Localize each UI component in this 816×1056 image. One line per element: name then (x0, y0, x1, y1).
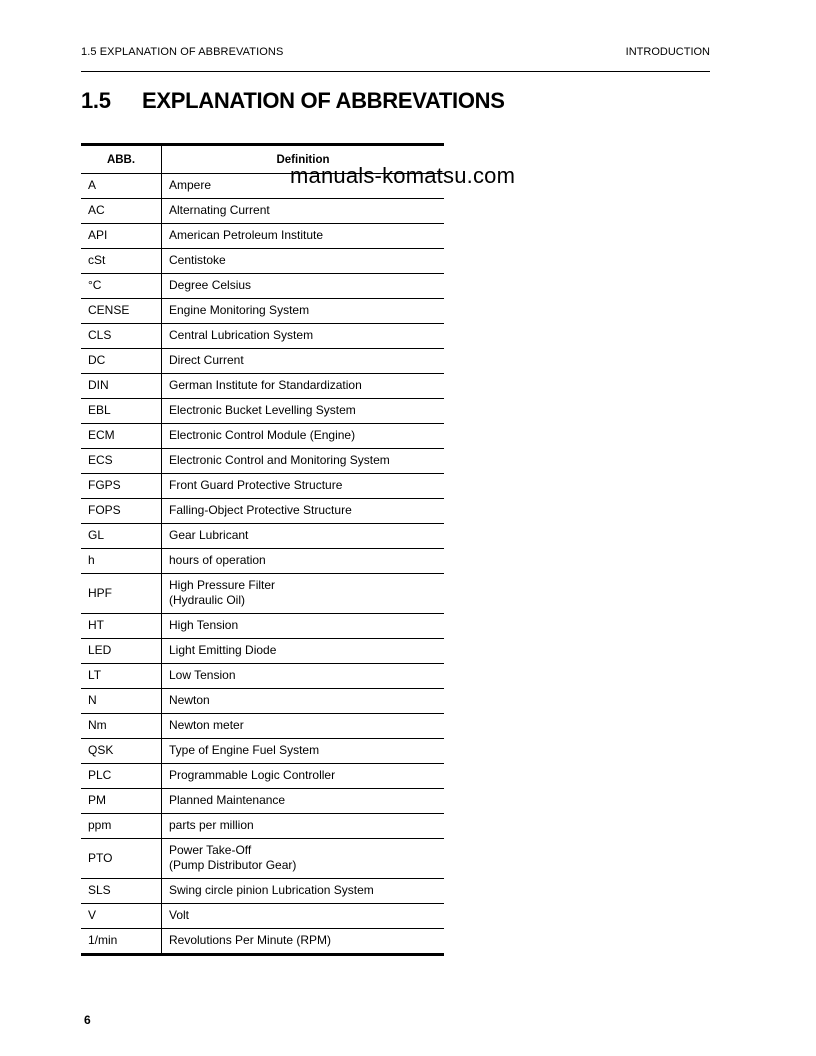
section-title-text: EXPLANATION OF ABBREVATIONS (142, 88, 505, 113)
table-row (81, 249, 444, 274)
abbreviation-cell: SLS (81, 879, 162, 904)
definition-text: Planned Maintenance (169, 793, 286, 807)
definition-cell (162, 224, 445, 249)
definition-text: German Institute for Standardization (169, 378, 362, 392)
definition-text: High Pressure Filter (169, 578, 276, 592)
column-header-definition: Definition (162, 145, 445, 174)
definition-cell (162, 474, 445, 499)
column-header-abb: ABB. (81, 145, 162, 174)
definition-text: Swing circle pinion Lubrication System (169, 883, 374, 897)
table-row (81, 639, 444, 664)
table-row (81, 549, 444, 574)
abbreviation-cell: EBL (81, 399, 162, 424)
definition-text: Electronic Control Module (Engine) (169, 428, 356, 442)
definition-cell (162, 814, 445, 839)
definition-text: Low Tension (169, 668, 236, 682)
definition-text: Degree Celsius (169, 278, 252, 292)
definition-cell (162, 789, 445, 814)
table-row (81, 714, 444, 739)
abbreviation-cell: API (81, 224, 162, 249)
table-row (81, 574, 444, 614)
definition-text: Centistoke (169, 253, 226, 267)
abbreviation-cell: ECS (81, 449, 162, 474)
watermark-text: manuals-komatsu.com (290, 163, 516, 188)
definition-cell (162, 399, 445, 424)
table-body (81, 174, 444, 955)
table-row (81, 424, 444, 449)
table-row (81, 764, 444, 789)
definition-text: hours of operation (169, 553, 266, 567)
abbreviation-cell: ECM (81, 424, 162, 449)
table-row (81, 664, 444, 689)
definition-cell (162, 574, 445, 614)
definition-cell (162, 904, 445, 929)
definition-cell (162, 199, 445, 224)
abbreviation-cell: °C (81, 274, 162, 299)
definition-cell (162, 524, 445, 549)
definition-text: Direct Current (169, 353, 244, 367)
table-row (81, 689, 444, 714)
table-row (81, 739, 444, 764)
abbreviation-cell: ppm (81, 814, 162, 839)
definition-text: Front Guard Protective Structure (169, 478, 343, 492)
abbreviation-cell: QSK (81, 739, 162, 764)
abbreviation-cell: DC (81, 349, 162, 374)
running-header-section: 1.5 EXPLANATION OF ABBREVATIONS (81, 46, 284, 58)
abbreviation-cell: LED (81, 639, 162, 664)
definition-text: Alternating Current (169, 203, 270, 217)
table-row (81, 524, 444, 549)
definition-text: Volt (169, 908, 190, 922)
definition-text: Gear Lubricant (169, 528, 249, 542)
definition-text: Programmable Logic Controller (169, 768, 336, 782)
definition-cell (162, 349, 445, 374)
header-divider (81, 71, 710, 72)
definition-cell (162, 614, 445, 639)
table-row (81, 929, 444, 955)
definition-cell (162, 879, 445, 904)
definition-text: Engine Monitoring System (169, 303, 310, 317)
definition-text: Ampere (169, 178, 212, 192)
table-row (81, 839, 444, 879)
definition-text: Falling-Object Protective Structure (169, 503, 352, 517)
table-row (81, 904, 444, 929)
definition-cell (162, 249, 445, 274)
definition-text: Newton meter (169, 718, 244, 732)
abbreviation-cell: FOPS (81, 499, 162, 524)
definition-text: parts per million (169, 818, 254, 832)
abbreviation-cell: HT (81, 614, 162, 639)
definition-cell (162, 839, 445, 879)
definition-text: Type of Engine Fuel System (169, 743, 320, 757)
page-number: 6 (84, 1013, 91, 1027)
definition-text: Light Emitting Diode (169, 643, 277, 657)
definition-cell (162, 374, 445, 399)
abbreviation-cell: 1/min (81, 929, 162, 955)
definition-cell (162, 274, 445, 299)
abbreviation-cell: PM (81, 789, 162, 814)
table-row (81, 324, 444, 349)
definition-cell (162, 764, 445, 789)
table-row (81, 814, 444, 839)
table-row (81, 449, 444, 474)
table-row (81, 274, 444, 299)
abbreviation-cell: PTO (81, 839, 162, 879)
abbreviation-cell: Nm (81, 714, 162, 739)
definition-text: Electronic Control and Monitoring System (169, 453, 390, 467)
abbreviation-cell: A (81, 174, 162, 199)
definition-text: High Tension (169, 618, 239, 632)
abbreviation-cell: CENSE (81, 299, 162, 324)
section-title (81, 88, 505, 114)
table-row (81, 614, 444, 639)
definition-text: Central Lubrication System (169, 328, 314, 342)
abbreviation-cell: N (81, 689, 162, 714)
table-row (81, 374, 444, 399)
table-row (81, 879, 444, 904)
abbreviation-cell: DIN (81, 374, 162, 399)
definition-text-line2: (Pump Distributor Gear) (169, 858, 297, 872)
definition-cell (162, 449, 445, 474)
section-number: 1.5 (81, 88, 111, 113)
definition-text: Electronic Bucket Levelling System (169, 403, 356, 417)
definition-cell (162, 499, 445, 524)
definition-text: Newton (169, 693, 210, 707)
definition-cell (162, 549, 445, 574)
table-row (81, 474, 444, 499)
running-header-chapter: INTRODUCTION (625, 46, 710, 58)
definition-cell (162, 639, 445, 664)
table-row (81, 789, 444, 814)
abbreviation-cell: h (81, 549, 162, 574)
definition-text: Revolutions Per Minute (RPM) (169, 933, 332, 947)
definition-cell (162, 424, 445, 449)
table-row (81, 224, 444, 249)
abbreviation-cell: LT (81, 664, 162, 689)
definition-cell (162, 689, 445, 714)
definition-cell (162, 739, 445, 764)
definition-cell (162, 664, 445, 689)
definition-cell (162, 929, 445, 955)
table-row (81, 499, 444, 524)
definition-cell (162, 299, 445, 324)
abbreviations-table (81, 143, 444, 956)
abbreviation-cell: FGPS (81, 474, 162, 499)
definition-text: American Petroleum Institute (169, 228, 324, 242)
table-row (81, 399, 444, 424)
definition-cell (162, 324, 445, 349)
abbreviation-cell: CLS (81, 324, 162, 349)
definition-cell (162, 714, 445, 739)
definition-text-line2: (Hydraulic Oil) (169, 593, 246, 607)
abbreviation-cell: AC (81, 199, 162, 224)
abbreviation-cell: V (81, 904, 162, 929)
abbreviation-cell: cSt (81, 249, 162, 274)
abbreviation-cell: HPF (81, 574, 162, 614)
table-row (81, 199, 444, 224)
abbreviation-cell: GL (81, 524, 162, 549)
abbreviation-cell: PLC (81, 764, 162, 789)
table-row (81, 299, 444, 324)
definition-text: Power Take-Off (169, 843, 252, 857)
table-row (81, 349, 444, 374)
